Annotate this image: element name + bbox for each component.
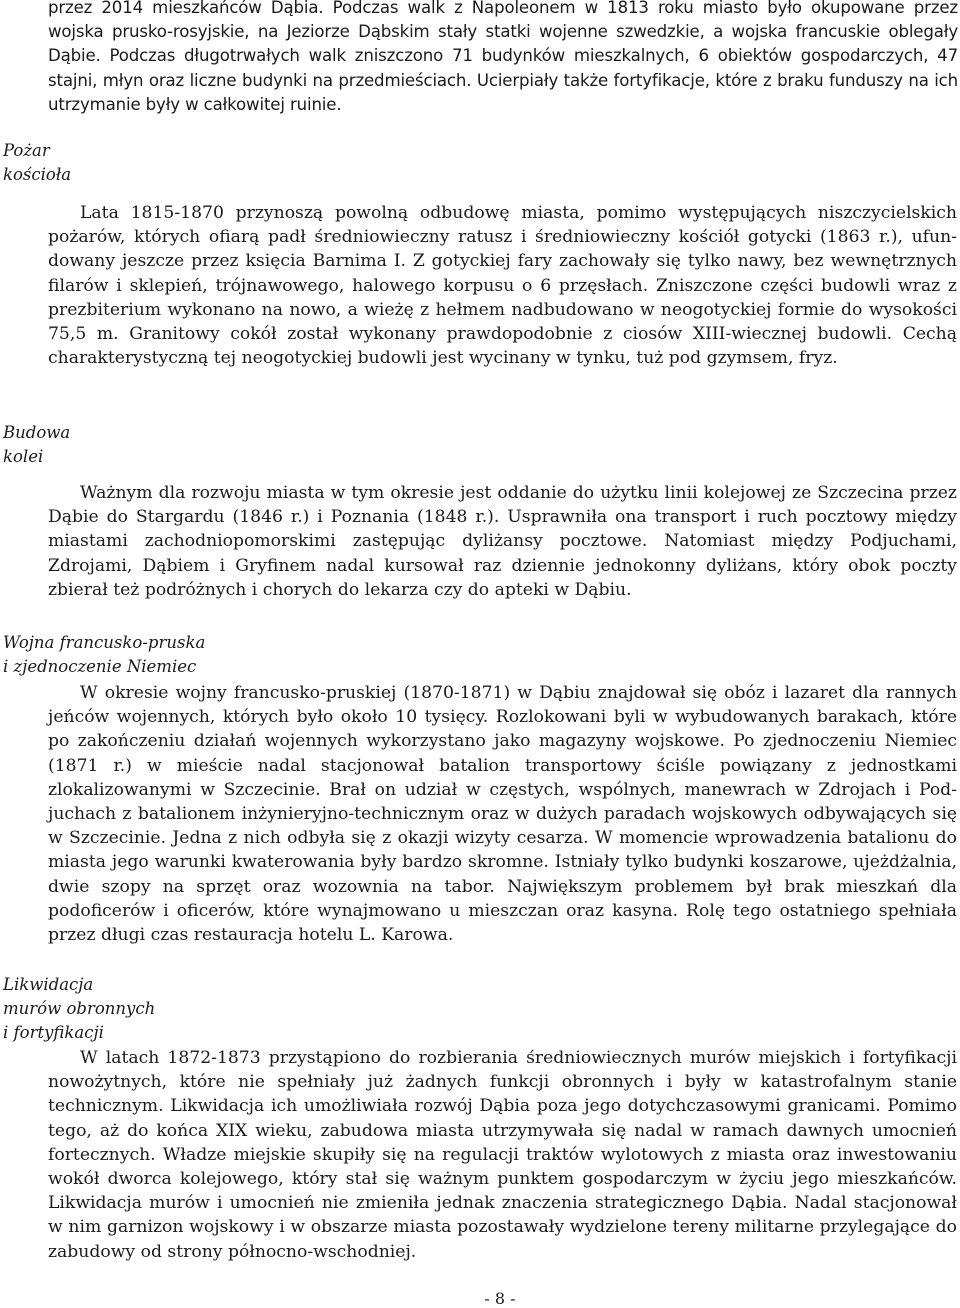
side-heading-line: i fortyfikacji (3, 1023, 104, 1042)
side-heading-franco-prussian-war (3, 631, 205, 679)
paragraph-railway: Ważnym dla rozwoju miasta w tym okresie jest oddanie do użytku linii kolejowej ze Szczecina przez Dąbie do Stargardu (1846 r.) i Poznania (1848 r.). Usprawniła ona transport i ruch pocztowy między miastami zachodniopomorskimi zastępując dyliżansy pocztowe. Natomiast między Podjuchami, Zdrojami, Dąbiem i Gryfinem nadal kursował raz dziennie jednokonny dyliżans, który obok poczty zbierał też podróżnych i chorych do lekarza czy do apteki w Dąbiu. (48, 483, 957, 600)
paragraph-walls-demolition: W latach 1872-1873 przystąpiono do rozbierania średniowiecznych murów miejskich i fortyfikacji nowożytnych, które nie spełniały już żadnych funkcji obronnych i były w katastrofalnym stanie technicznym. Likwidacja ich umożliwiała rozwój Dąbia poza jego dotychczasowymi granicami. Pomimo tego, aż do końca XIX wieku, zabudowa miasta utrzymywała się nadal w ramach dawnych umocnień fortecznych. Władze miejskie skupiły się na regulacji traktów wylotowych z miasta oraz inwestowaniu wokół dworca kolejowego, który stał się ważnym punktem gospodarczym w życiu jego mieszkańców. Likwidacja murów i umocnień nie zmieniła jednak znaczenia strategicznego Dąbia. Nadal stacjonował w nim garnizon wojskowy i w obszarze miasta pozostawały wydzielone tereny militarne przylegające do zabudowy od strony północno-wschodniej. (48, 1048, 957, 1262)
side-heading-line: Budowa (3, 423, 71, 442)
paragraph-franco-prussian-war: W okresie wojny francusko-pruskiej (1870-1871) w Dąbiu znajdował się obóz i lazaret dla rannych jeńców wojennych, których było około 10 tysięcy. Rozlokowani byli w wybudowanych barakach, które po zakończeniu działań wojennych wykorzystano jako magazyny wojskowe. Po zjednoczeniu Niemiec (1871 r.) w mieście nadal stacjonował batalion transportowy ściśle powiązany z jednostkami zlokalizowanymi w Szczecinie. Brał on udział w częstych, wspólnych, manewrach w Zdrojach i Podjuchach z batalionem inżynieryjno-technicznym oraz w dużych paradach wojskowych odbywających się w Szczecinie. Jedna z nich odbyła się z okazji wizyty cesarza. W momencie wprowadzenia batalionu do miasta jego warunki kwaterowania były bardzo skromne. Istniały tylko budynki koszarowe, ujeżdżalnia, dwie szopy na sprzęt oraz wozownia na tabor. Największym problemem był brak mieszkań dla podoficerów i oficerów, które wynajmowano u mieszczan oraz kasyna. Rolę tego ostatniego spełniała przez długi czas restauracja hotelu L. Karowa. (48, 683, 957, 946)
paragraph-napoleonic-wars: przez 2014 mieszkańców Dąbia. Podczas walk z Napoleonem w 1813 roku miasto było okupowane przez wojska prusko-rosyjskie, na Jeziorze Dąbskim stały statki wojenne szwedzkie, a wojska francuskie oblegały Dąbie. Podczas długotrwałych walk zniszczono 71 budynków mieszkalnych, 6 obiektów gospodarczych, 47 stajni, młyn oraz liczne budynki na przedmieściach. Ucierpiały także fortyfikacje, które z braku funduszy na ich utrzymanie były w całkowitej ruinie. (48, 0, 958, 114)
side-heading-line: kościoła (3, 165, 72, 184)
side-heading-line: kolei (3, 447, 44, 466)
side-heading-walls-demolition (3, 973, 155, 1045)
side-heading-line: Pożar (3, 141, 50, 160)
side-heading-railway (3, 421, 70, 469)
side-heading-line: Wojna francusko-pruska (3, 633, 206, 652)
side-heading-line: i zjednoczenie Niemiec (3, 657, 197, 676)
side-heading-line: Likwidacja (3, 975, 94, 994)
paragraph-reconstruction: Lata 1815-1870 przynoszą powolną odbudowę miasta, pomimo występujących niszczycielskich pożarów, których ofiarą padł średniowieczny ratusz i średniowieczny kościół gotycki (1863 r.), ufundowany jeszcze przez księcia Barnima I. Z gotyckiej fary zachowały się tylko nawy, bez wewnętrznych filarów i sklepień, trójnawowego, halowego korpusu o 6 przęsłach. Zniszczone części budowli wraz z prezbiterium wykonano na nowo, a wieżę z hełmem nadbudowano w neogotyckiej formie do wysokości 75,5 m. Granitowy cokół został wykonany prawdopodobnie z ciosów XIII-wiecznej budowli. Cechą charakterystyczną tej neogotyckiej budowli jest wycinany w tynku, tuż pod gzymsem, fryz. (48, 203, 957, 369)
side-heading-line: murów obronnych (3, 999, 156, 1018)
side-heading-church-fire (3, 139, 71, 187)
page-number: - 8 - (484, 1289, 516, 1308)
